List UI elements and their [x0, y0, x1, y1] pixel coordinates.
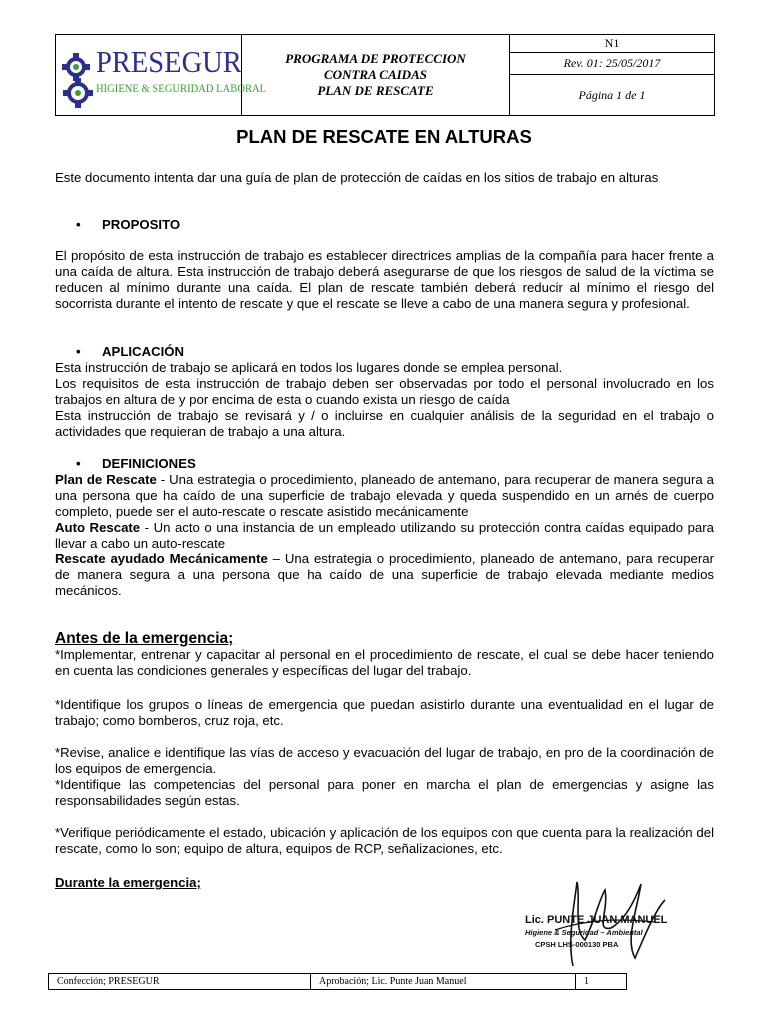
revision-date: Rev. 01: 25/05/2017 — [510, 53, 714, 75]
document-meta — [510, 35, 714, 115]
definiciones-heading: • DEFINICIONES — [78, 456, 196, 471]
aplicacion-heading: • APLICACIÓN — [78, 344, 184, 359]
aplicacion-p1: Esta instrucción de trabajo se aplicará en todos los lugares donde se emplea personal. — [55, 360, 563, 375]
program-title-line: PROGRAMA DE PROTECCION — [285, 51, 466, 66]
intro-paragraph: Este documento intenta dar una guía de plan de protección de caídas en los sitios de trabajo en alturas — [55, 170, 659, 185]
signature-stamp — [515, 870, 695, 970]
antes-heading: Antes de la emergencia; — [55, 630, 234, 647]
antes-item: *Identifique las competencias del personal para poner en marcha el plan de emergencias y asigne las responsabilidades según estas. — [55, 777, 714, 808]
antes-item: *Identifique los grupos o líneas de emergencia que puedan asistirlo durante una eventualidad en el lugar de trabajo; como bomberos, cruz roja, etc. — [55, 697, 714, 728]
antes-item: *Verifique periódicamente el estado, ubicación y aplicación de los equipos con que cuenta para la realización del rescate, como lo son; equipo de altura, equipos de RCP, señalizaciones, etc. — [55, 825, 714, 856]
durante-heading: Durante la emergencia; — [55, 875, 201, 890]
footer-page: 1 — [584, 976, 589, 987]
doc-number: N1 — [510, 35, 714, 53]
definition-rescate-mecanico: Rescate ayudado Mecánicamente – Una estrategia o procedimiento, planeado de antemano, para recuperar de manera segura a una persona que ha caído de una superficie de trabajo elevada mediante medios mecánicos. — [55, 551, 714, 598]
footer-aprobacion: Aprobación; Lic. Punte Juan Manuel — [311, 974, 576, 989]
antes-item: *Revise, analice e identifique las vías de acceso y evacuación del lugar de trabajo, en pro de la coordinación de los equipos de emergencia. — [55, 745, 714, 776]
proposito-text: El propósito de esta instrucción de trabajo es establecer directrices amplias de la compañía para hacer frente a una caída de altura. Esta instrucción de trabajo deberá asegurarse de que los riesgos de salud de la víctima se reducen al mínimo durante una caída. El plan de rescate también deberá reducir al mínimo el riesgo del socorrista durante el intento de rescate y que el rescate se lleve a cabo de una manera segura y profesional. — [55, 248, 714, 311]
aplicacion-p3: Esta instrucción de trabajo se revisará y / o incluirse en cualquier análisis de la seguridad en el trabajo o actividades que requieran de trabajo a una altura. — [55, 408, 714, 439]
logo-tagline: HIGIENE & SEGURIDAD LABORAL — [96, 83, 267, 95]
page-title: PLAN DE RESCATE EN ALTURAS — [236, 126, 532, 147]
document-footer — [48, 973, 627, 990]
signer-name: Lic. PUNTE JUAN MANUEL — [525, 914, 668, 926]
program-title — [242, 35, 510, 115]
signer-license: CPSH LHS-000130 PBA — [535, 940, 619, 949]
proposito-heading: • PROPOSITO — [78, 217, 180, 232]
footer-confeccion: Confección; PRESEGUR — [49, 974, 311, 989]
definition-auto-rescate: Auto Rescate - Un acto o una instancia de un empleado utilizando su protección contra caídas equipado para llevar a cabo un auto-rescate — [55, 520, 714, 551]
document-header — [55, 34, 715, 116]
page-number: Página 1 de 1 — [578, 87, 646, 102]
program-title-line: PLAN DE RESCATE — [317, 83, 434, 98]
definition-plan-rescate: Plan de Rescate - Una estrategia o procedimiento, planeado de antemano, para recuperar de manera segura a una persona que ha caído de una superficie de trabajo elevada y queda suspendido en un arnés de cuerpo completo, puede ser el auto-rescate o rescate asistido mecánicamente — [55, 472, 714, 519]
antes-item: *Implementar, entrenar y capacitar al personal en el procedimiento de rescate, el cual se debe hacer teniendo en cuenta las condiciones generales y específicas del lugar del trabajo. — [55, 647, 714, 678]
company-logo — [56, 35, 267, 115]
logo-name: PRESEGUR — [96, 44, 242, 79]
program-title-line: CONTRA CAIDAS — [324, 67, 427, 82]
gear-icon — [60, 45, 96, 111]
signer-role: Higiene & Seguridad – Ambiental — [525, 928, 643, 937]
aplicacion-p2: Los requisitos de esta instrucción de trabajo deben ser observadas por todo el personal involucrado en los trabajos en altura de y por encima de esta o cuando exista un riesgo de caída — [55, 376, 714, 407]
